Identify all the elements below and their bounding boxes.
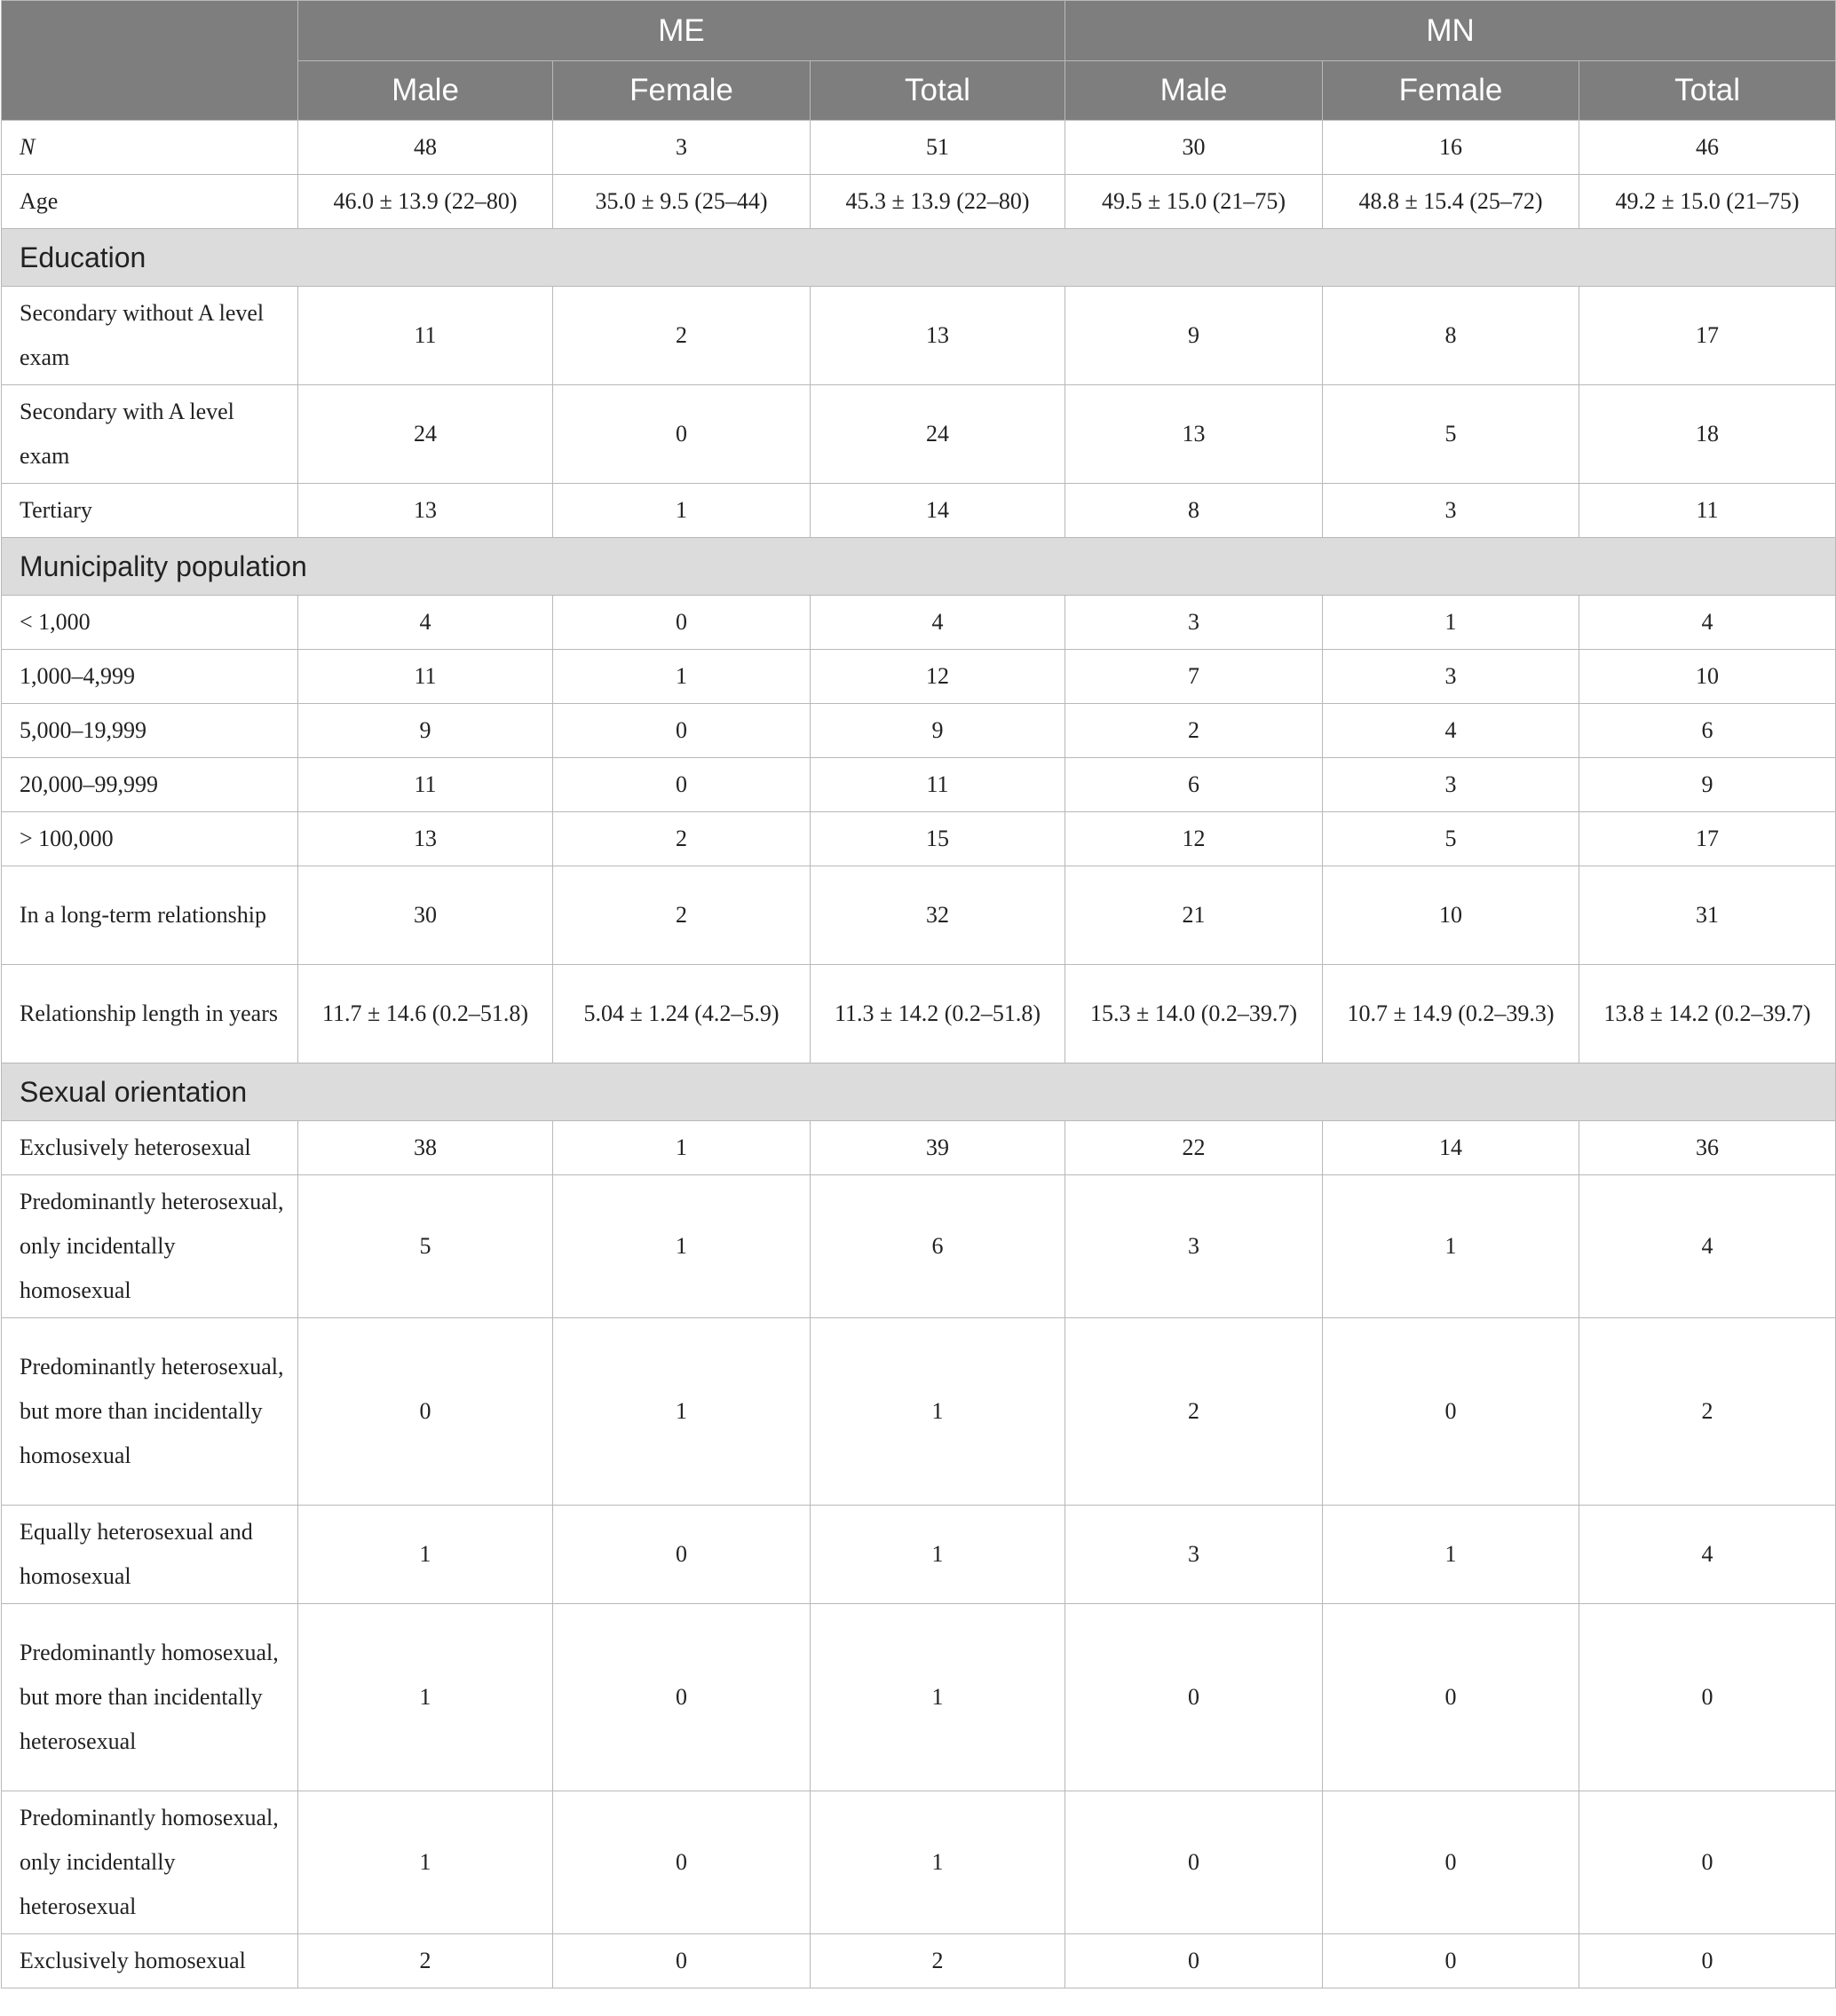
table-cell: 2 [553, 287, 811, 385]
table-cell: 0 [298, 1318, 553, 1506]
table-cell: 0 [1323, 1318, 1579, 1506]
table-cell: 0 [1323, 1934, 1579, 1988]
table-cell: 13 [298, 812, 553, 866]
table-cell: 2 [1579, 1318, 1836, 1506]
table-cell: 10 [1579, 650, 1836, 704]
table-cell: 24 [298, 385, 553, 484]
table-cell: 3 [1323, 758, 1579, 812]
table-cell: 17 [1579, 287, 1836, 385]
header-me-total: Total [811, 61, 1065, 121]
table-cell: 0 [1579, 1604, 1836, 1791]
table-cell: 1 [811, 1506, 1065, 1604]
table-cell: 5 [1323, 812, 1579, 866]
table-cell: 48.8 ± 15.4 (25–72) [1323, 175, 1579, 229]
table-cell: 1 [1323, 1506, 1579, 1604]
table-cell: 17 [1579, 812, 1836, 866]
table-cell: 0 [553, 1604, 811, 1791]
table-cell: 0 [1323, 1791, 1579, 1934]
table-cell: 0 [553, 1791, 811, 1934]
table-row [2, 175, 1836, 229]
table-row [2, 1934, 1836, 1988]
table-row [2, 1175, 1836, 1318]
table-row [2, 866, 1836, 965]
table-cell: 13 [298, 484, 553, 538]
table-cell: 1 [553, 1175, 811, 1318]
table-cell: 2 [1065, 1318, 1323, 1506]
table-cell: 3 [1323, 650, 1579, 704]
table-cell: 6 [811, 1175, 1065, 1318]
row-label: Predominantly homosexual, only incidentally heterosexual [2, 1791, 298, 1934]
table-cell: 0 [1579, 1791, 1836, 1934]
table-cell: 18 [1579, 385, 1836, 484]
table-cell: 6 [1579, 704, 1836, 758]
row-label: Tertiary [2, 484, 298, 538]
row-label: Secondary with A level exam [2, 385, 298, 484]
table-cell: 1 [553, 1318, 811, 1506]
table-row [2, 1506, 1836, 1604]
table-cell: 13 [811, 287, 1065, 385]
row-label: Exclusively heterosexual [2, 1121, 298, 1175]
table-cell: 9 [811, 704, 1065, 758]
section-header-row [2, 229, 1836, 287]
table-cell: 21 [1065, 866, 1323, 965]
table-row [2, 287, 1836, 385]
table-cell: 31 [1579, 866, 1836, 965]
table-cell: 0 [1323, 1604, 1579, 1791]
table-cell: 2 [298, 1934, 553, 1988]
table-row [2, 484, 1836, 538]
table-cell: 3 [1323, 484, 1579, 538]
table-cell: 1 [298, 1791, 553, 1934]
table-row [2, 704, 1836, 758]
table-cell: 49.2 ± 15.0 (21–75) [1579, 175, 1836, 229]
table-cell: 8 [1065, 484, 1323, 538]
table-cell: 4 [811, 596, 1065, 650]
table-cell: 5 [1323, 385, 1579, 484]
header-mn-male: Male [1065, 61, 1323, 121]
table-cell: 15 [811, 812, 1065, 866]
row-label: 5,000–19,999 [2, 704, 298, 758]
table-cell: 6 [1065, 758, 1323, 812]
table-cell: 14 [811, 484, 1065, 538]
table-cell: 0 [1065, 1934, 1323, 1988]
table-cell: 11 [298, 287, 553, 385]
table-cell: 49.5 ± 15.0 (21–75) [1065, 175, 1323, 229]
section-header-label: Municipality population [2, 538, 1836, 596]
table-row [2, 650, 1836, 704]
header-group-me: ME [298, 1, 1065, 61]
table-cell: 30 [298, 866, 553, 965]
table-cell: 3 [553, 121, 811, 175]
table-cell: 9 [298, 704, 553, 758]
header-group-row [2, 1, 1836, 61]
table-cell: 39 [811, 1121, 1065, 1175]
table-cell: 12 [1065, 812, 1323, 866]
table-cell: 1 [553, 1121, 811, 1175]
table-cell: 4 [1579, 596, 1836, 650]
table-row [2, 596, 1836, 650]
table-cell: 0 [1579, 1934, 1836, 1988]
row-label: < 1,000 [2, 596, 298, 650]
row-label: Predominantly homosexual, but more than incidentally heterosexual [2, 1604, 298, 1791]
table-cell: 4 [298, 596, 553, 650]
row-label: Age [2, 175, 298, 229]
table-cell: 32 [811, 866, 1065, 965]
table-cell: 0 [553, 1506, 811, 1604]
table-cell: 2 [1065, 704, 1323, 758]
table-cell: 13.8 ± 14.2 (0.2–39.7) [1579, 965, 1836, 1063]
table-cell: 7 [1065, 650, 1323, 704]
table-cell: 1 [553, 484, 811, 538]
table-cell: 1 [553, 650, 811, 704]
table-row [2, 1121, 1836, 1175]
table-cell: 11 [1579, 484, 1836, 538]
table-row [2, 1318, 1836, 1506]
table-cell: 1 [298, 1604, 553, 1791]
table-body [2, 121, 1836, 1988]
row-label: N [2, 121, 298, 175]
table-cell: 1 [811, 1604, 1065, 1791]
table-cell: 38 [298, 1121, 553, 1175]
header-me-male: Male [298, 61, 553, 121]
table-cell: 8 [1323, 287, 1579, 385]
table-row [2, 385, 1836, 484]
row-label: Predominantly heterosexual, only incidentally homosexual [2, 1175, 298, 1318]
row-label: 1,000–4,999 [2, 650, 298, 704]
table-cell: 46 [1579, 121, 1836, 175]
table-cell: 14 [1323, 1121, 1579, 1175]
table-cell: 3 [1065, 1506, 1323, 1604]
table-cell: 15.3 ± 14.0 (0.2–39.7) [1065, 965, 1323, 1063]
table-cell: 11 [298, 650, 553, 704]
table-row [2, 1791, 1836, 1934]
table-cell: 4 [1579, 1506, 1836, 1604]
table-cell: 0 [553, 1934, 811, 1988]
table-row [2, 121, 1836, 175]
table-row [2, 758, 1836, 812]
table-cell: 16 [1323, 121, 1579, 175]
table-cell: 4 [1323, 704, 1579, 758]
table-cell: 1 [1323, 596, 1579, 650]
table-cell: 3 [1065, 1175, 1323, 1318]
row-label: Exclusively homosexual [2, 1934, 298, 1988]
table-row [2, 812, 1836, 866]
section-header-label: Education [2, 229, 1836, 287]
section-header-label: Sexual orientation [2, 1063, 1836, 1121]
table-cell: 10 [1323, 866, 1579, 965]
table-cell: 11 [298, 758, 553, 812]
header-group-mn: MN [1065, 1, 1836, 61]
header-corner-cell [2, 1, 298, 121]
demographics-table [1, 0, 1836, 1988]
table-cell: 45.3 ± 13.9 (22–80) [811, 175, 1065, 229]
table-cell: 46.0 ± 13.9 (22–80) [298, 175, 553, 229]
table-cell: 11 [811, 758, 1065, 812]
table-cell: 9 [1579, 758, 1836, 812]
table-cell: 48 [298, 121, 553, 175]
table-cell: 5.04 ± 1.24 (4.2–5.9) [553, 965, 811, 1063]
table-cell: 36 [1579, 1121, 1836, 1175]
table-cell: 51 [811, 121, 1065, 175]
table-cell: 35.0 ± 9.5 (25–44) [553, 175, 811, 229]
table-cell: 2 [553, 866, 811, 965]
header-me-female: Female [553, 61, 811, 121]
section-header-row [2, 538, 1836, 596]
table-cell: 1 [1323, 1175, 1579, 1318]
row-label: Relationship length in years [2, 965, 298, 1063]
row-label: Equally heterosexual and homosexual [2, 1506, 298, 1604]
table-cell: 0 [553, 704, 811, 758]
row-label: Predominantly heterosexual, but more than incidentally homosexual [2, 1318, 298, 1506]
header-mn-female: Female [1323, 61, 1579, 121]
table-cell: 13 [1065, 385, 1323, 484]
table-cell: 11.7 ± 14.6 (0.2–51.8) [298, 965, 553, 1063]
table-cell: 0 [553, 596, 811, 650]
table-cell: 5 [298, 1175, 553, 1318]
table-cell: 22 [1065, 1121, 1323, 1175]
table-cell: 2 [553, 812, 811, 866]
table-header [2, 1, 1836, 121]
row-label: 20,000–99,999 [2, 758, 298, 812]
table-row [2, 965, 1836, 1063]
table-cell: 0 [1065, 1604, 1323, 1791]
table-cell: 9 [1065, 287, 1323, 385]
table-cell: 1 [811, 1318, 1065, 1506]
table-cell: 1 [811, 1791, 1065, 1934]
row-label: > 100,000 [2, 812, 298, 866]
table-cell: 1 [298, 1506, 553, 1604]
section-header-row [2, 1063, 1836, 1121]
table-cell: 12 [811, 650, 1065, 704]
table-cell: 10.7 ± 14.9 (0.2–39.3) [1323, 965, 1579, 1063]
table-cell: 2 [811, 1934, 1065, 1988]
table-cell: 4 [1579, 1175, 1836, 1318]
table-cell: 3 [1065, 596, 1323, 650]
table-cell: 30 [1065, 121, 1323, 175]
table-row [2, 1604, 1836, 1791]
header-mn-total: Total [1579, 61, 1836, 121]
row-label: Secondary without A level exam [2, 287, 298, 385]
table-cell: 0 [553, 758, 811, 812]
table-cell: 0 [553, 385, 811, 484]
row-label: In a long-term relationship [2, 866, 298, 965]
table-cell: 11.3 ± 14.2 (0.2–51.8) [811, 965, 1065, 1063]
table-cell: 24 [811, 385, 1065, 484]
table-cell: 0 [1065, 1791, 1323, 1934]
